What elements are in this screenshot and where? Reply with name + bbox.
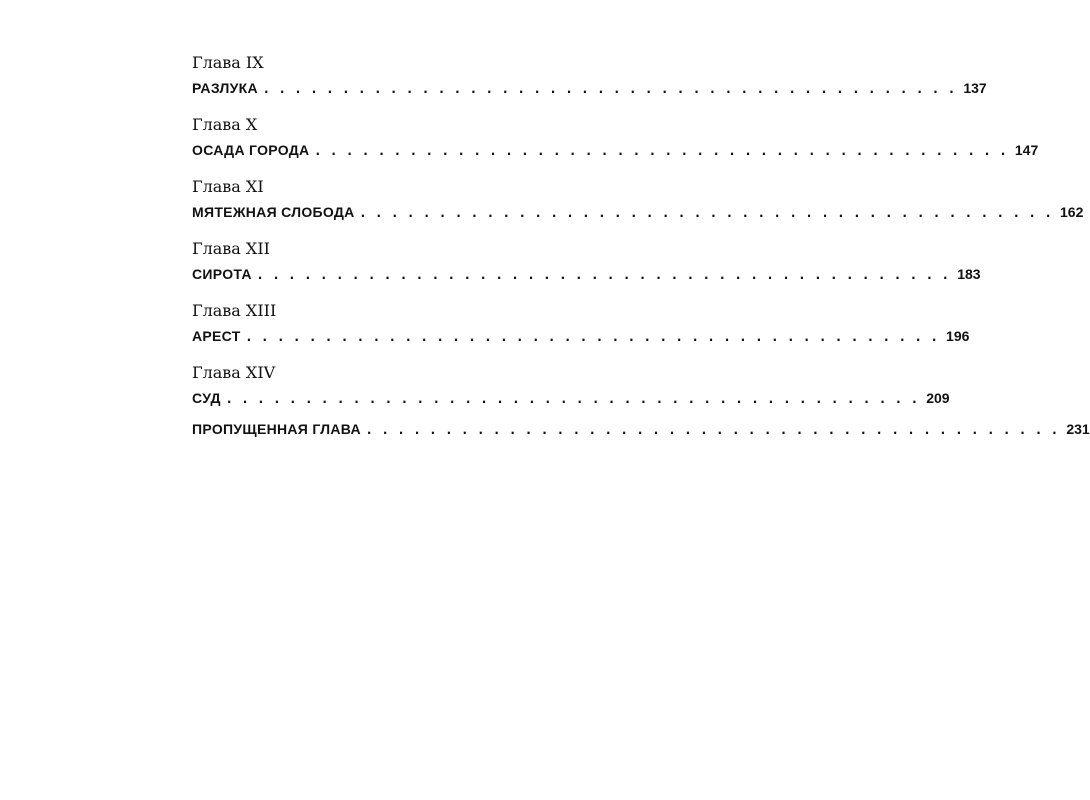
dot-leader: . . . . . . . . . . . . . . . . . . . . . . . . . . . . . . . . . . . . . . . . . . . . xyxy=(366,423,1061,437)
toc-line xyxy=(192,77,987,99)
page-number: 137 xyxy=(963,80,987,96)
chapter-number: Глава XI xyxy=(192,177,264,196)
dot-leader: . . . . . . . . . . . . . . . . . . . . . . . . . . . . . . . . . . . . . . . . . . . . xyxy=(315,144,1009,158)
page-number: 231 xyxy=(1066,421,1090,437)
chapter-title: РАЗЛУКА xyxy=(192,80,258,96)
chapter-number: Глава X xyxy=(192,115,258,134)
chapter-title: АРЕСТ xyxy=(192,328,241,344)
page-number: 183 xyxy=(957,266,981,282)
page-number: 162 xyxy=(1060,204,1084,220)
chapter-title: СУД xyxy=(192,390,221,406)
toc-line xyxy=(192,418,1090,440)
toc-line xyxy=(192,139,1039,161)
toc-entry xyxy=(192,238,981,285)
dot-leader: . . . . . . . . . . . . . . . . . . . . . . . . . . . . . . . . . . . . . . . . . . . . xyxy=(257,268,952,282)
chapter-number: Глава XIV xyxy=(192,363,276,382)
toc-entry xyxy=(192,52,987,99)
page-number: 196 xyxy=(946,328,970,344)
dot-leader: . . . . . . . . . . . . . . . . . . . . . . . . . . . . . . . . . . . . . . . . . . . . xyxy=(226,392,921,406)
table-of-contents xyxy=(192,52,1090,440)
chapter-title: МЯТЕЖНАЯ СЛОБОДА xyxy=(192,204,355,220)
dot-leader: . . . . . . . . . . . . . . . . . . . . . . . . . . . . . . . . . . . . . . . . . . . . xyxy=(246,330,941,344)
chapter-number: Глава XII xyxy=(192,239,270,258)
chapter-title: ОСАДА ГОРОДА xyxy=(192,142,310,158)
toc-line xyxy=(192,325,970,347)
toc-entry xyxy=(192,176,1084,223)
dot-leader: . . . . . . . . . . . . . . . . . . . . . . . . . . . . . . . . . . . . . . . . . . . . xyxy=(360,206,1054,220)
dot-leader: . . . . . . . . . . . . . . . . . . . . . . . . . . . . . . . . . . . . . . . . . . . . xyxy=(263,82,958,96)
chapter-number: Глава IX xyxy=(192,53,264,72)
toc-entry xyxy=(192,114,1039,161)
toc-line xyxy=(192,201,1084,223)
chapter-title: СИРОТА xyxy=(192,266,252,282)
page-number: 147 xyxy=(1014,142,1039,158)
toc-line xyxy=(192,387,950,409)
toc-entry xyxy=(192,418,1090,440)
toc-entry xyxy=(192,300,970,347)
page-number: 209 xyxy=(926,390,950,406)
chapter-title: ПРОПУЩЕННАЯ ГЛАВА xyxy=(192,421,361,437)
toc-entry xyxy=(192,362,950,409)
chapter-number: Глава XIII xyxy=(192,301,277,320)
toc-line xyxy=(192,263,981,285)
